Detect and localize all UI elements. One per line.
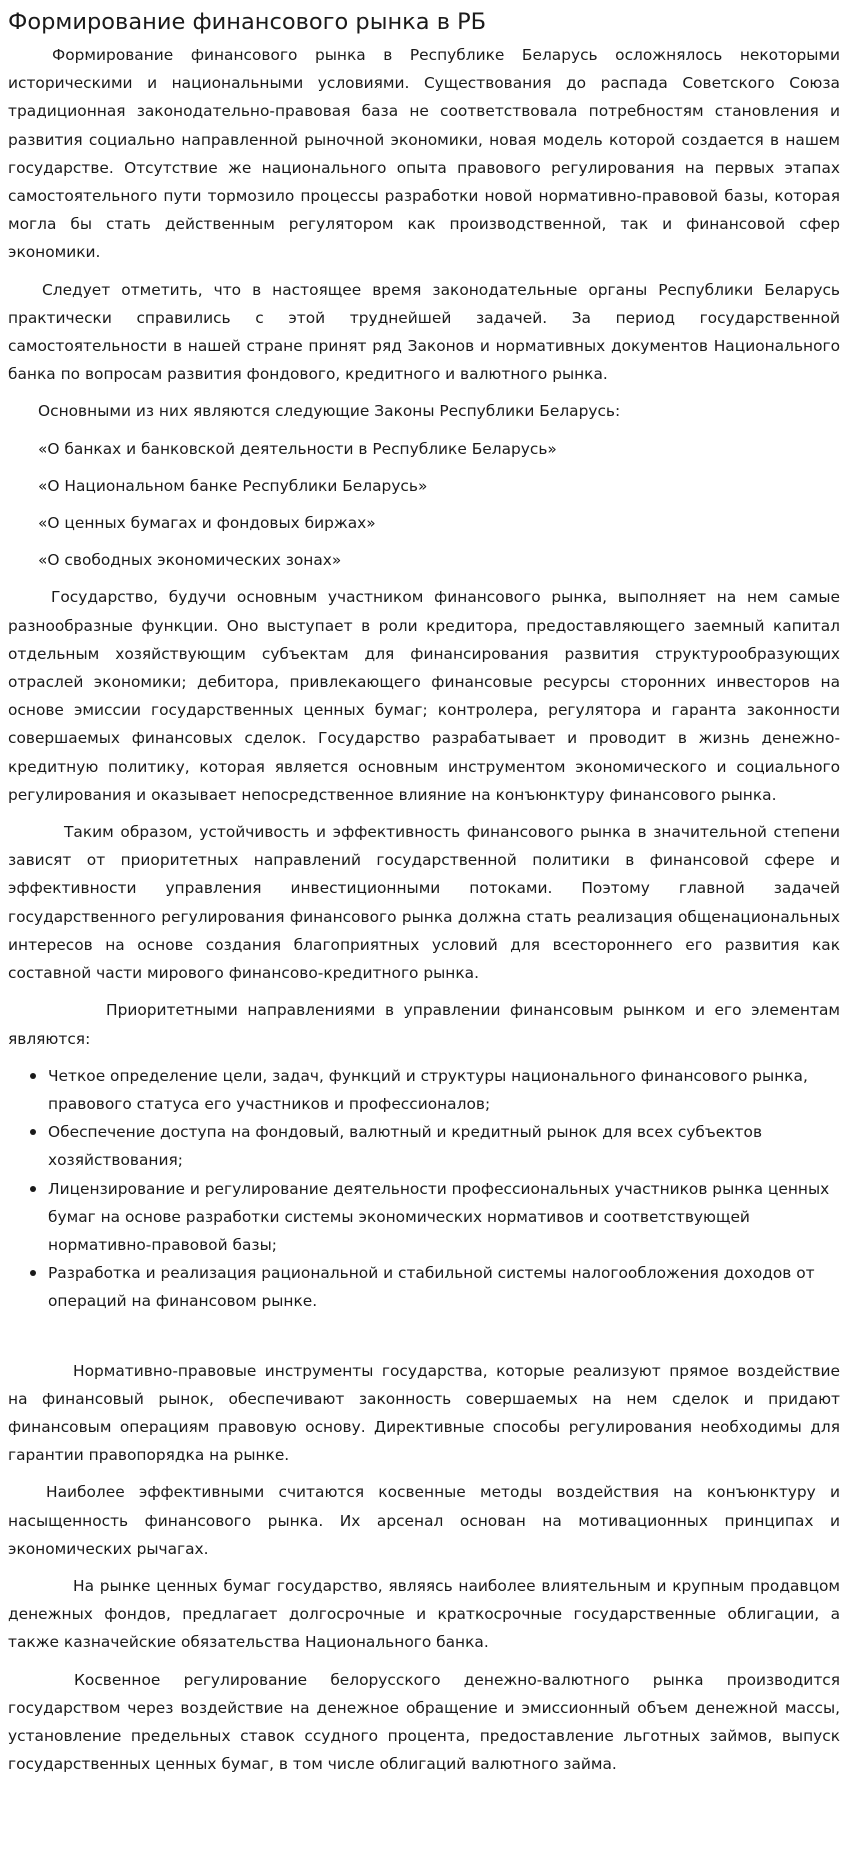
- paragraph-indirect-regulation: Косвенное регулирование белорусского денежно-валютного рынка производится государством через воздействие на денежное обращение и эмиссионный объем денежной массы, установление предельных ставок ссудного процента, предоставление льготных займов, выпуск государственных ценных бумаг, в том числе облигаций валютного займа.: [8, 1670, 840, 1774]
- paragraph-legislation: Следует отметить, что в настоящее время законодательные органы Республики Беларусь практически справились с этой труднейшей задачей. За период государственной самостоятельности в нашей стране принят ряд Законов и нормативных документов Национального банка по вопросам развития фондового, кредитного и валютного рынка.: [8, 280, 840, 384]
- paragraph-priorities-intro: Приоритетными направлениями в управлении финансовым рынком и его элементам являются:: [8, 1001, 840, 1048]
- bullet-icon: [30, 1129, 36, 1135]
- priorities-list: [8, 1062, 840, 1316]
- list-item-text: Четкое определение цели, задач, функций и структуры национального финансового рынка, правового статуса его участников и профессионалов;: [48, 1066, 808, 1113]
- list-item-text: Обеспечение доступа на фондовый, валютный и кредитный рынок для всех субъектов хозяйствования;: [48, 1123, 763, 1170]
- list-item: [48, 1175, 840, 1260]
- bullet-icon: [30, 1186, 36, 1192]
- law-item: «О свободных экономических зонах»: [38, 551, 342, 570]
- law-item: «О Национальном банке Республики Беларусь»: [38, 476, 428, 495]
- paragraph-state-functions: Государство, будучи основным участником финансового рынка, выполняет на нем самые разнообразные функции. Оно выступает в роли кредитора, предоставляющего заемный капитал отдельным хозяйствующим субъектам для финансирования развития структурообразующих отраслей экономики; дебитора, привлекающего финансовые ресурсы сторонних инвесторов на основе эмиссии государственных ценных бумаг; контролера, регулятора и гаранта законности совершаемых финансовых сделок. Государство разрабатывает и проводит в жизнь денежно-кредитную политику, которая является основным инструментом экономического и социального регулирования и оказывает непосредственное влияние на конъюнктуру финансового рынка.: [8, 588, 840, 804]
- paragraph-intro: Формирование финансового рынка в Республике Беларусь осложнялось некоторыми историческими и национальными условиями. Существования до распада Советского Союза традиционная законодательно-правовая база не соответствовала потребностям становления и развития социально направленной рыночной экономики, новая модель которой создается в нашем государстве. Отсутствие же национального опыта правового регулирования на первых этапах самостоятельного пути тормозило процессы разработки новой нормативно-правовой базы, которая могла бы стать действенным регулятором как производственной, так и финансовой сфер экономики.: [8, 46, 840, 262]
- paragraph-laws-intro: Основными из них являются следующие Законы Республики Беларусь:: [38, 402, 621, 421]
- list-item-text: Разработка и реализация рациональной и стабильной системы налогообложения доходов от операций на финансовом рынке.: [48, 1264, 815, 1311]
- law-item: «О банках и банковской деятельности в Республике Беларусь»: [38, 439, 557, 458]
- law-item: «О ценных бумагах и фондовых биржах»: [38, 514, 376, 533]
- blank-gap: [8, 1316, 840, 1357]
- bullet-icon: [30, 1270, 36, 1276]
- list-item: [48, 1118, 840, 1174]
- paragraph-stability: Таким образом, устойчивость и эффективность финансового рынка в значительной степени зависят от приоритетных направлений государственной политики в финансовой сфере и эффективности управления инвестиционными потоками. Поэтому главной задачей государственного регулирования финансового рынка должна стать реализация общенациональных интересов на основе создания благоприятных условий для всестороннего его развития как составной части мирового финансово-кредитного рынка.: [8, 823, 840, 983]
- paragraph-indirect-methods: Наиболее эффективными считаются косвенные методы воздействия на конъюнктуру и насыщенность финансового рынка. Их арсенал основан на мотивационных принципах и экономических рычагах.: [8, 1483, 840, 1558]
- list-item: [48, 1062, 840, 1118]
- list-item-text: Лицензирование и регулирование деятельности профессиональных участников рынка ценных бумаг на основе разработки системы экономических нормативов и соответствующей нормативно-правовой базы;: [48, 1179, 830, 1254]
- list-item: [48, 1259, 840, 1315]
- paragraph-legal-instruments: Нормативно-правовые инструменты государства, которые реализуют прямое воздействие на финансовый рынок, обеспечивают законность совершаемых на нем сделок и придают финансовым операциям правовую основу. Директивные способы регулирования необходимы для гарантии правопорядка на рынке.: [8, 1361, 840, 1465]
- bullet-icon: [30, 1073, 36, 1079]
- paragraph-securities-market: На рынке ценных бумаг государство, являясь наиболее влиятельным и крупным продавцом денежных фондов, предлагает долгосрочные и краткосрочные государственные облигации, а также казначейские обязательства Национального банка.: [8, 1576, 840, 1652]
- page-title: Формирование финансового рынка в РБ: [8, 9, 487, 35]
